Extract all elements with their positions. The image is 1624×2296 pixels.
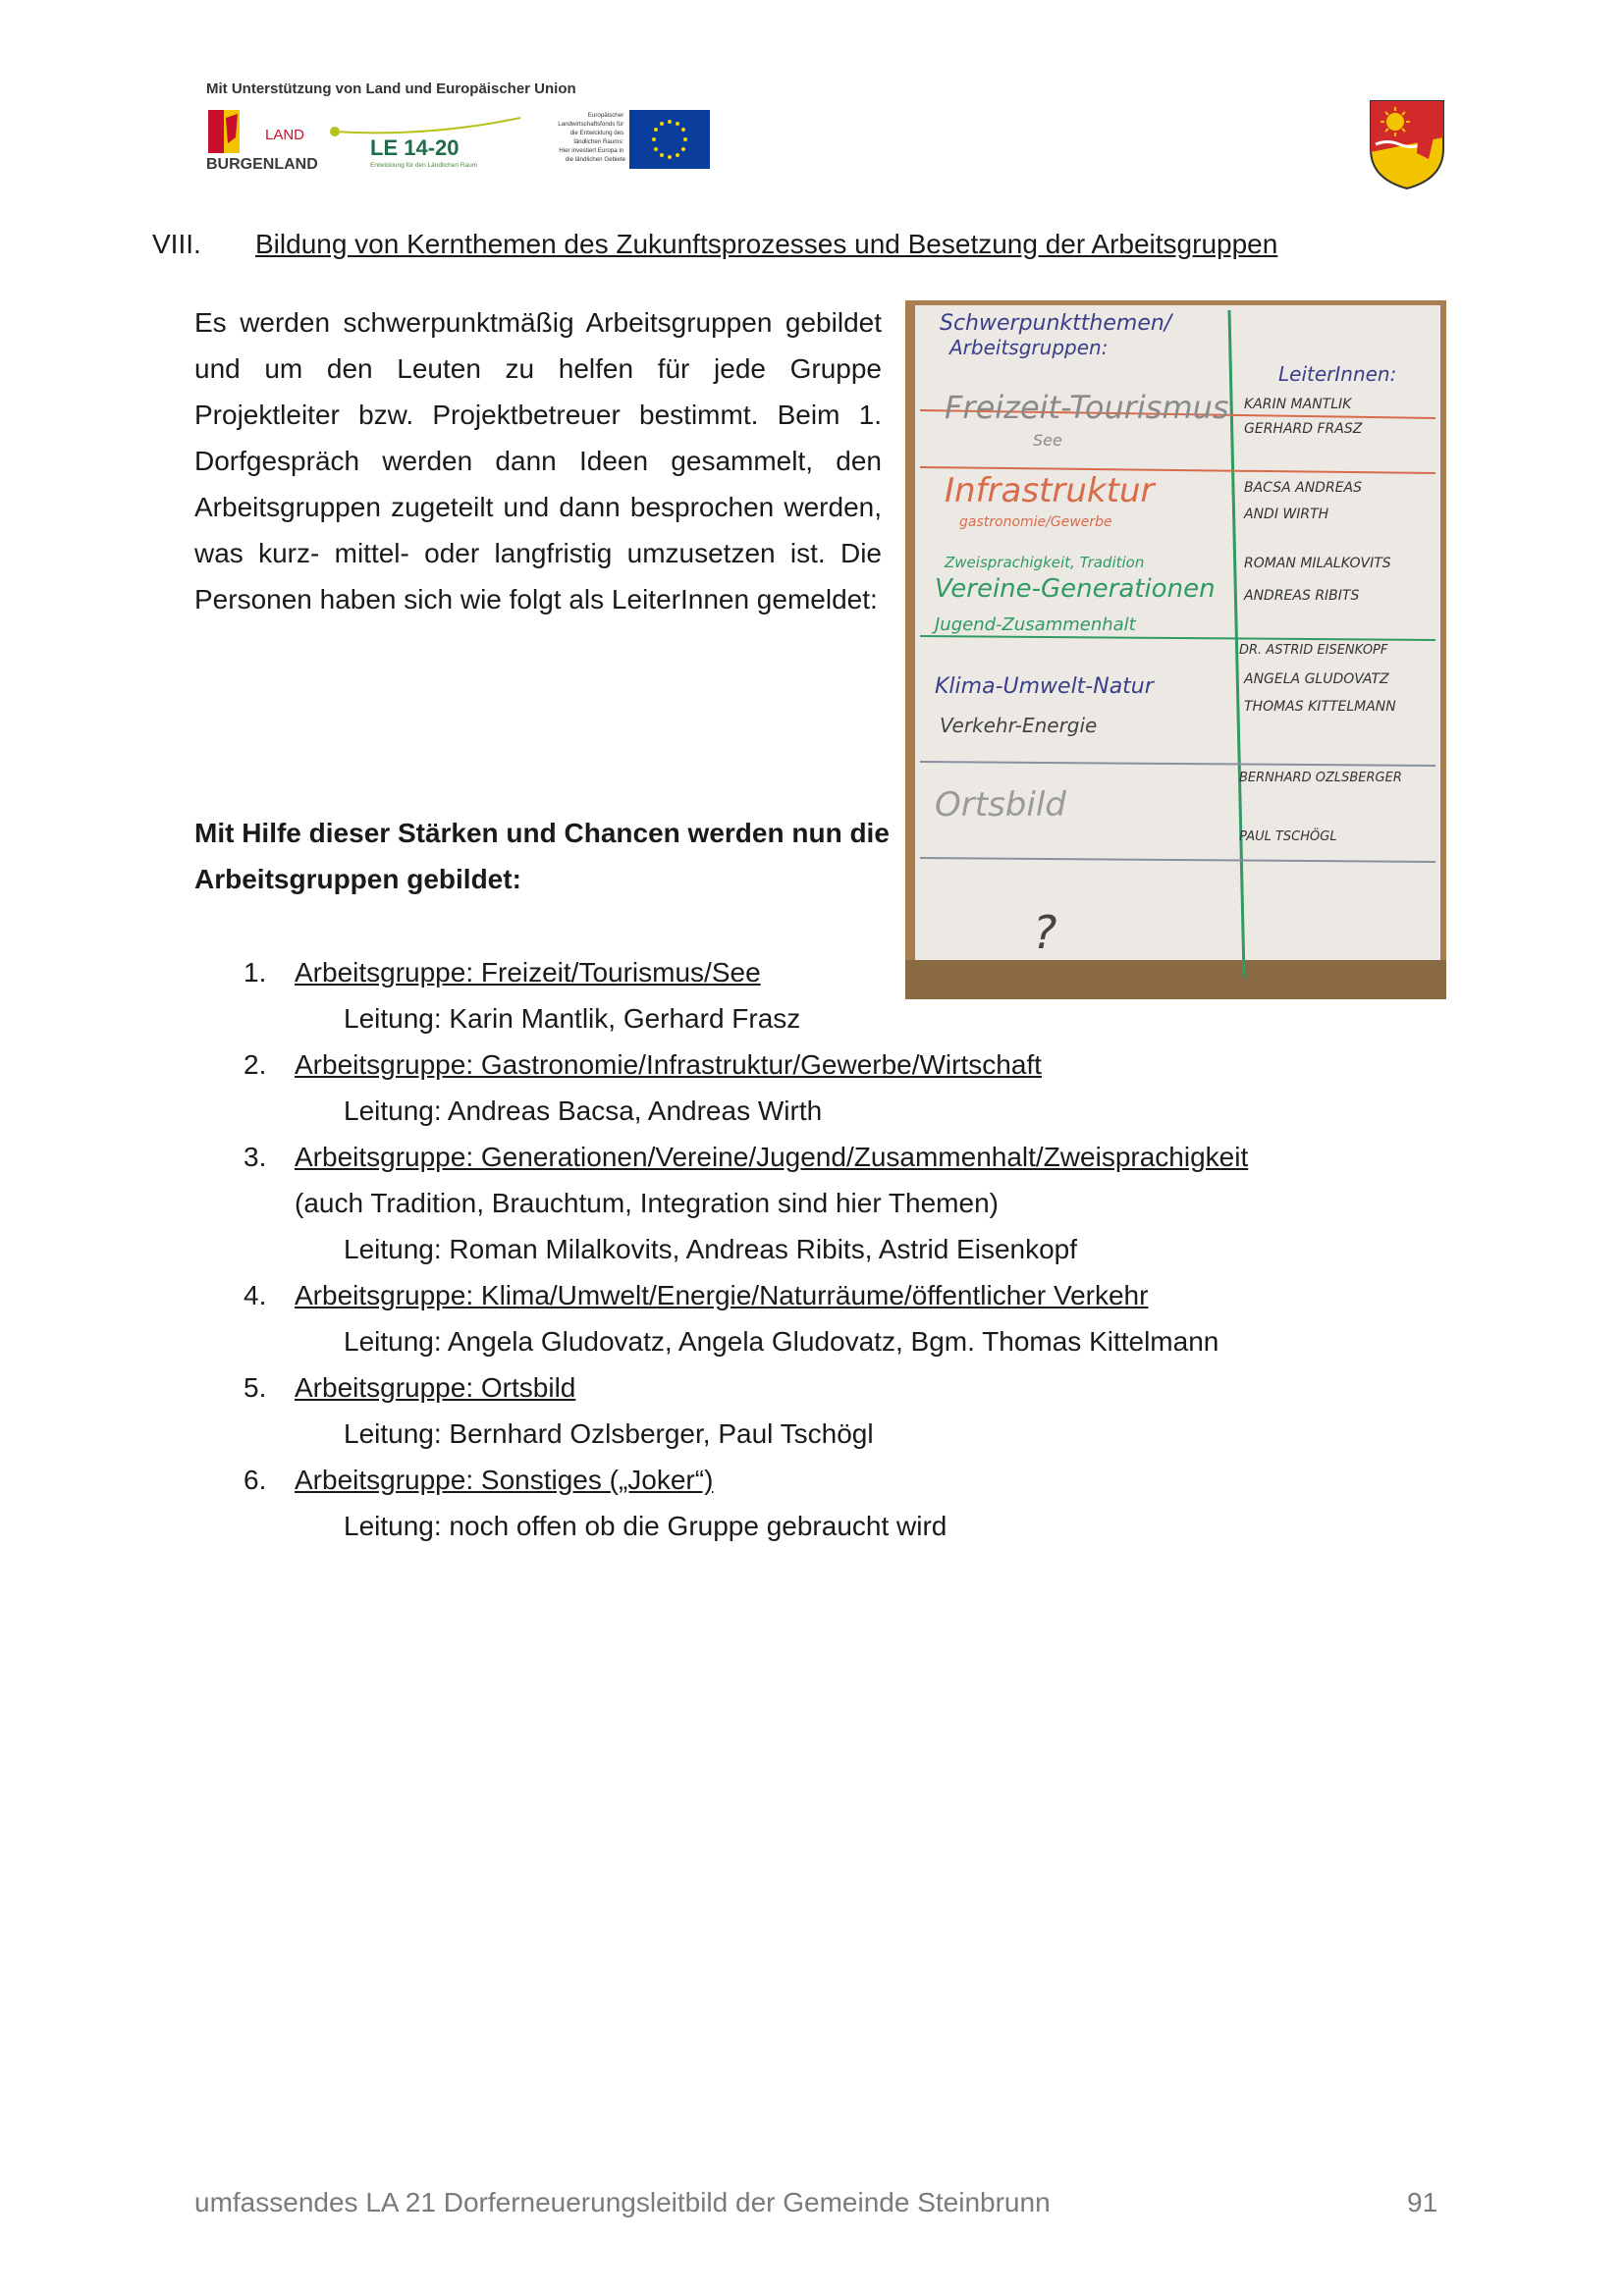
land-burgenland-logo xyxy=(206,108,324,175)
flipchart-photo xyxy=(905,300,1446,999)
list-item xyxy=(194,1364,1471,1457)
svg-text:Europäischer Landwirtschaf xyxy=(558,112,625,163)
group-lead: Leitung: Roman Milalkovits, Andreas Ribits, Astrid Eisenkopf xyxy=(344,1234,1078,1264)
eu-text-line: Europäischer xyxy=(587,112,624,119)
municipal-crest-icon xyxy=(1368,98,1446,190)
logo-land-line2: BURGENLAND xyxy=(206,156,318,173)
photo-topic: Jugend-Zusammenhalt xyxy=(935,614,1136,635)
group-number: 6. xyxy=(244,1465,267,1495)
eu-fund-logo xyxy=(535,108,712,173)
list-item xyxy=(194,949,1471,1041)
support-text: Mit Unterstützung von Land und Europäischer Union xyxy=(206,80,576,97)
list-item xyxy=(194,1272,1471,1364)
photo-header-right: LeiterInnen: xyxy=(1278,362,1397,386)
list-item xyxy=(194,1041,1471,1134)
eu-text-line: ländlichen Raums: xyxy=(573,138,624,145)
group-number: 5. xyxy=(244,1372,267,1403)
eu-text-line: die ländlichen Gebiete xyxy=(565,156,625,163)
photo-leader: ANDI WIRTH xyxy=(1244,507,1329,522)
photo-leader: ANGELA GLUDOVATZ xyxy=(1244,671,1389,687)
photo-topic: ? xyxy=(1033,906,1057,959)
photo-header-left-1: Schwerpunktthemen/ xyxy=(940,311,1172,336)
group-note: (auch Tradition, Brauchtum, Integration sind hier Themen) xyxy=(295,1188,999,1218)
list-item xyxy=(194,1457,1471,1549)
page-number: 91 xyxy=(1407,2187,1438,2217)
group-lead: Leitung: Karin Mantlik, Gerhard Frasz xyxy=(344,1003,801,1034)
photo-topic: Ortsbild xyxy=(935,785,1066,825)
eu-text-line: Landwirtschaftsfonds für xyxy=(558,121,624,128)
photo-leader: BERNHARD OZLSBERGER xyxy=(1239,771,1402,785)
group-lead: Leitung: Angela Gludovatz, Angela Gludovatz, Bgm. Thomas Kittelmann xyxy=(344,1326,1219,1357)
footer-text: umfassendes LA 21 Dorferneuerungsleitbild der Gemeinde Steinbrunn xyxy=(194,2187,1051,2217)
logo-land-line1: LAND xyxy=(265,127,305,143)
section-title: Bildung von Kernthemen des Zukunftsprozesses und Besetzung der Arbeitsgruppen xyxy=(255,229,1278,259)
le-14-20-logo xyxy=(329,110,530,173)
group-number: 2. xyxy=(244,1049,267,1080)
group-title: Arbeitsgruppe: Ortsbild xyxy=(295,1372,576,1403)
photo-leader: ANDREAS RIBITS xyxy=(1244,588,1360,604)
eu-text-line: die Entwicklung des xyxy=(569,130,624,136)
group-lead: Leitung: noch offen ob die Gruppe gebraucht wird xyxy=(344,1511,947,1541)
photo-topic: Freizeit-Tourismus xyxy=(945,389,1229,426)
photo-leader: GERHARD FRASZ xyxy=(1244,421,1363,437)
section-heading xyxy=(152,229,1277,260)
photo-topic: Infrastruktur xyxy=(945,471,1155,510)
logo-le-sub: Entwicklung für den Ländlichen Raum xyxy=(370,162,478,169)
section-number: VIII. xyxy=(152,229,201,259)
photo-topic: Zweisprachigkeit, Tradition xyxy=(945,554,1145,571)
photo-topic: Vereine-Generationen xyxy=(935,574,1216,604)
intro-paragraph: Es werden schwerpunktmäßig Arbeitsgruppen gebildet und um den Leuten zu helfen für jede Gruppe Projektleiter bzw. Projektbetreuer bestimmt. Beim 1. Dorfgespräch werden dann Ideen gesammelt, den Arbeitsgruppen zugeteilt und dann besprochen werden, was kurz- mittel- oder langfristig umzusetzen ist. Die Personen haben sich wie folgt als LeiterInnen gemeldet: xyxy=(194,307,882,614)
photo-leader: ROMAN MILALKOVITS xyxy=(1244,556,1391,571)
group-title: Arbeitsgruppe: Klima/Umwelt/Energie/Naturräume/öffentlicher Verkehr xyxy=(295,1280,1149,1310)
group-title: Arbeitsgruppe: Freizeit/Tourismus/See xyxy=(295,957,761,988)
group-title: Arbeitsgruppe: Generationen/Vereine/Jugend/Zusammenhalt/Zweisprachigkeit xyxy=(295,1142,1249,1172)
photo-header-left-2: Arbeitsgruppen: xyxy=(949,336,1109,359)
photo-topic: Klima-Umwelt-Natur xyxy=(935,674,1154,699)
photo-topic-sub: gastronomie/Gewerbe xyxy=(959,514,1112,530)
photo-topic: Verkehr-Energie xyxy=(940,714,1098,737)
list-item xyxy=(194,1134,1471,1272)
group-number: 4. xyxy=(244,1280,267,1310)
photo-leader: THOMAS KITTELMANN xyxy=(1244,699,1396,715)
group-title: Arbeitsgruppe: Gastronomie/Infrastruktur/Gewerbe/Wirtschaft xyxy=(295,1049,1042,1080)
logo-le-text: LE 14-20 xyxy=(370,135,460,160)
group-lead: Leitung: Andreas Bacsa, Andreas Wirth xyxy=(344,1095,823,1126)
photo-leader: KARIN MANTLIK xyxy=(1244,397,1352,412)
group-list xyxy=(194,949,1471,1549)
group-title: Arbeitsgruppe: Sonstiges („Joker“) xyxy=(295,1465,714,1495)
photo-leader: PAUL TSCHÖGL xyxy=(1239,829,1337,844)
photo-topic-sub: See xyxy=(1033,431,1062,450)
photo-leader: DR. ASTRID EISENKOPF xyxy=(1239,643,1388,658)
group-number: 1. xyxy=(244,957,267,988)
bold-lead: Mit Hilfe dieser Stärken und Chancen werden nun die Arbeitsgruppen gebildet: xyxy=(194,818,890,894)
group-lead: Leitung: Bernhard Ozlsberger, Paul Tschögl xyxy=(344,1418,874,1449)
group-number: 3. xyxy=(244,1142,267,1172)
photo-leader: BACSA ANDREAS xyxy=(1244,480,1362,496)
eu-text-line: Hier investiert Europa in xyxy=(559,147,624,154)
